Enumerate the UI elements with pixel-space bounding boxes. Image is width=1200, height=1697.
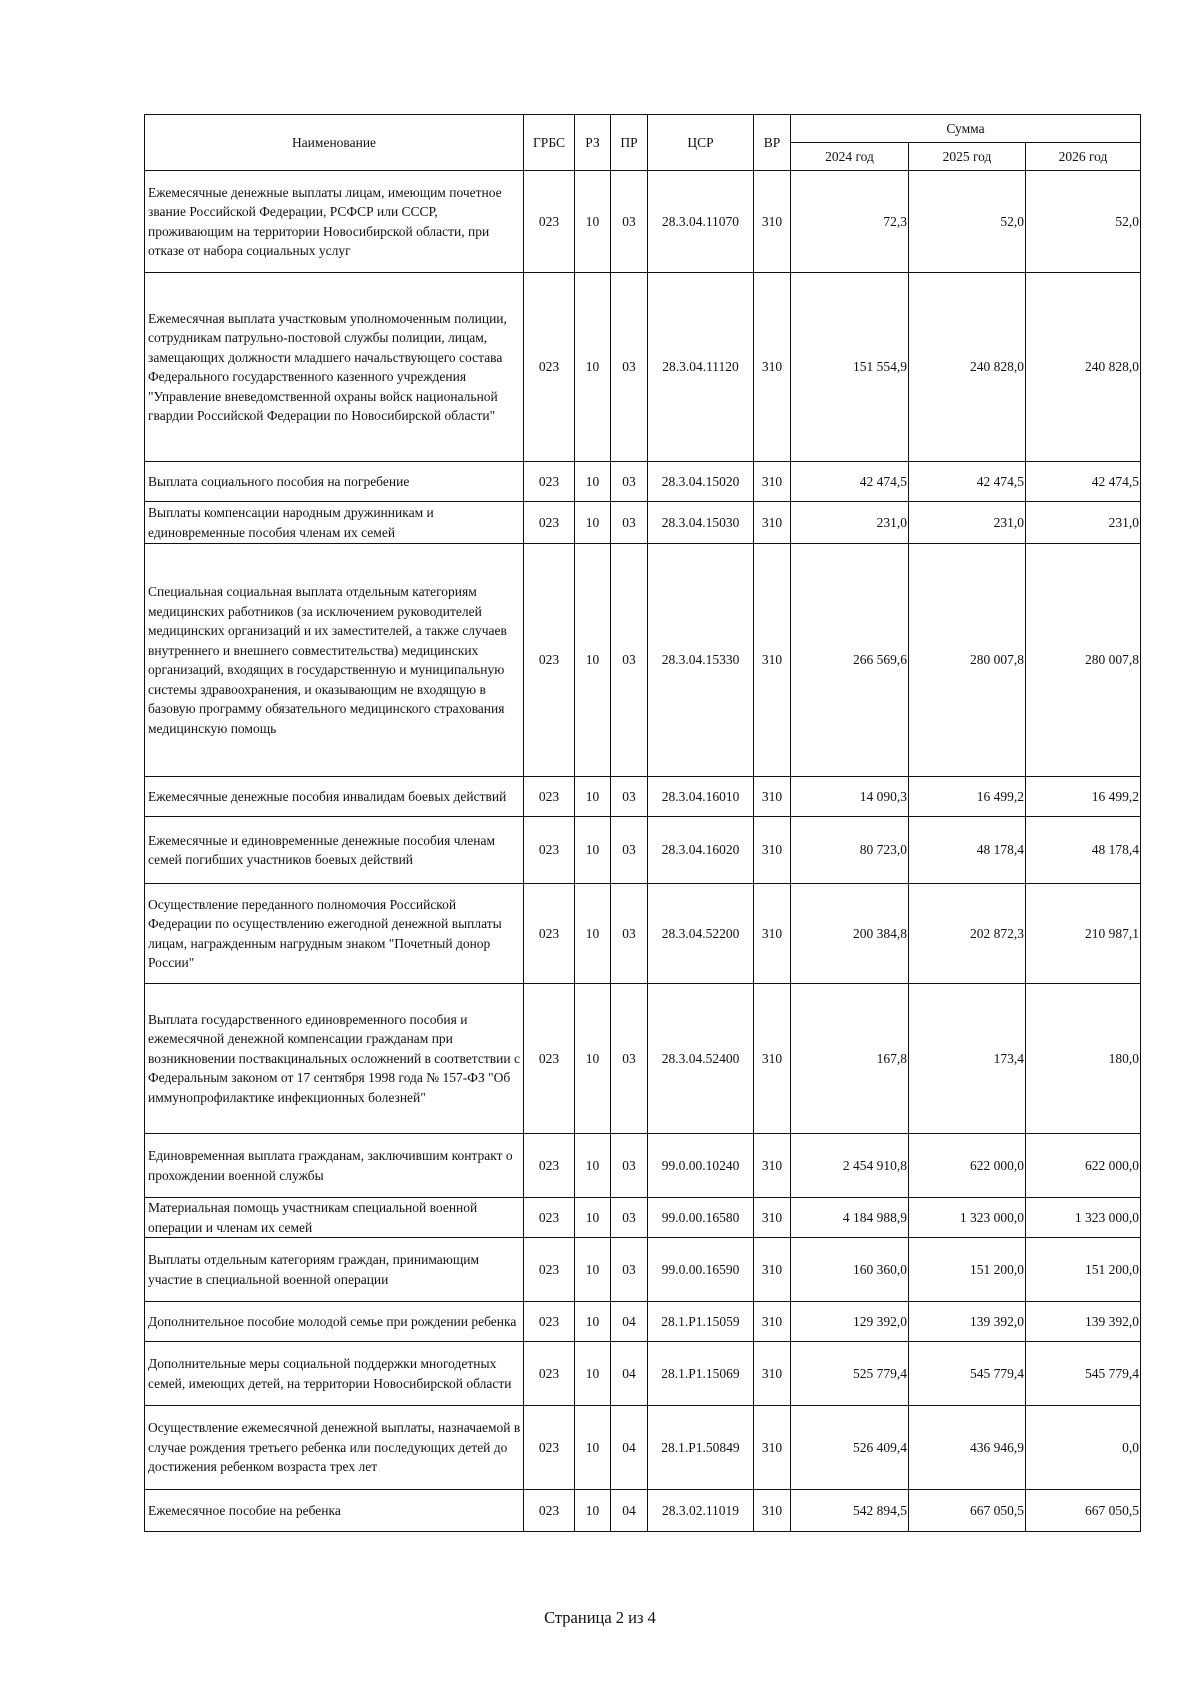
row-rz: 10	[575, 1134, 611, 1198]
row-grbs: 023	[524, 1302, 575, 1342]
header-csr: ЦСР	[648, 115, 754, 171]
row-name: Выплата социального пособия на погребение	[145, 462, 524, 502]
row-grbs: 023	[524, 1198, 575, 1238]
table-body	[145, 171, 1141, 1532]
row-amount-2025: 280 007,8	[909, 544, 1026, 777]
row-name: Дополнительное пособие молодой семье при рождении ребенка	[145, 1302, 524, 1342]
row-pr: 04	[611, 1302, 648, 1342]
row-amount-2024: 129 392,0	[791, 1302, 909, 1342]
row-name: Единовременная выплата гражданам, заключившим контракт о прохождении военной службы	[145, 1134, 524, 1198]
row-amount-2026: 210 987,1	[1026, 884, 1141, 984]
row-amount-2024: 80 723,0	[791, 817, 909, 884]
row-amount-2024: 200 384,8	[791, 884, 909, 984]
table-row	[145, 502, 1141, 544]
row-amount-2025: 48 178,4	[909, 817, 1026, 884]
row-amount-2024: 14 090,3	[791, 777, 909, 817]
table-row	[145, 1302, 1141, 1342]
table-header	[145, 115, 1141, 171]
row-amount-2025: 1 323 000,0	[909, 1198, 1026, 1238]
row-name: Выплата государственного единовременного пособия и ежемесячной денежной компенсации гражданам при возникновении поствакцинальных осложнений в соответствии с Федеральным законом от 17 сентября 1998 года № 157-ФЗ "Об иммунопрофилактике инфекционных болезней"	[145, 984, 524, 1134]
row-pr: 03	[611, 1238, 648, 1302]
row-vr: 310	[754, 462, 791, 502]
header-grbs: ГРБС	[524, 115, 575, 171]
row-amount-2026: 52,0	[1026, 171, 1141, 273]
row-amount-2024: 231,0	[791, 502, 909, 544]
row-csr: 99.0.00.10240	[648, 1134, 754, 1198]
row-grbs: 023	[524, 777, 575, 817]
row-amount-2025: 139 392,0	[909, 1302, 1026, 1342]
row-amount-2025: 42 474,5	[909, 462, 1026, 502]
row-pr: 03	[611, 273, 648, 462]
row-amount-2024: 525 779,4	[791, 1342, 909, 1406]
row-csr: 28.3.04.11070	[648, 171, 754, 273]
row-amount-2026: 151 200,0	[1026, 1238, 1141, 1302]
row-vr: 310	[754, 817, 791, 884]
row-amount-2026: 231,0	[1026, 502, 1141, 544]
page-number: Страница 2 из 4	[544, 1608, 656, 1627]
row-grbs: 023	[524, 1490, 575, 1532]
header-vr: ВР	[754, 115, 791, 171]
row-csr: 28.3.04.15020	[648, 462, 754, 502]
row-amount-2025: 545 779,4	[909, 1342, 1026, 1406]
row-pr: 03	[611, 544, 648, 777]
row-name: Материальная помощь участникам специальной военной операции и членам их семей	[145, 1198, 524, 1238]
row-amount-2025: 173,4	[909, 984, 1026, 1134]
row-amount-2024: 72,3	[791, 171, 909, 273]
row-amount-2024: 151 554,9	[791, 273, 909, 462]
row-amount-2024: 526 409,4	[791, 1406, 909, 1490]
row-amount-2026: 545 779,4	[1026, 1342, 1141, 1406]
table-row	[145, 544, 1141, 777]
row-grbs: 023	[524, 984, 575, 1134]
row-pr: 03	[611, 1198, 648, 1238]
row-amount-2026: 280 007,8	[1026, 544, 1141, 777]
header-2024: 2024 год	[791, 143, 909, 171]
row-rz: 10	[575, 502, 611, 544]
row-grbs: 023	[524, 1406, 575, 1490]
row-amount-2025: 16 499,2	[909, 777, 1026, 817]
header-pr: ПР	[611, 115, 648, 171]
row-vr: 310	[754, 1198, 791, 1238]
row-rz: 10	[575, 984, 611, 1134]
row-name: Ежемесячные и единовременные денежные пособия членам семей погибших участников боевых действий	[145, 817, 524, 884]
row-name: Осуществление ежемесячной денежной выплаты, назначаемой в случае рождения третьего ребенка или последующих детей до достижения ребенком возраста трех лет	[145, 1406, 524, 1490]
row-rz: 10	[575, 1342, 611, 1406]
row-amount-2024: 167,8	[791, 984, 909, 1134]
row-rz: 10	[575, 1490, 611, 1532]
row-csr: 28.3.02.11019	[648, 1490, 754, 1532]
row-vr: 310	[754, 502, 791, 544]
row-rz: 10	[575, 1238, 611, 1302]
header-name: Наименование	[145, 115, 524, 171]
row-name: Выплаты компенсации народным дружинникам и единовременные пособия членам их семей	[145, 502, 524, 544]
row-name: Ежемесячные денежные пособия инвалидам боевых действий	[145, 777, 524, 817]
row-csr: 28.3.04.16010	[648, 777, 754, 817]
row-amount-2026: 16 499,2	[1026, 777, 1141, 817]
row-vr: 310	[754, 1406, 791, 1490]
row-vr: 310	[754, 1342, 791, 1406]
row-csr: 28.3.04.15030	[648, 502, 754, 544]
row-vr: 310	[754, 1134, 791, 1198]
table-row	[145, 1490, 1141, 1532]
row-amount-2025: 52,0	[909, 171, 1026, 273]
row-name: Осуществление переданного полномочия Российской Федерации по осуществлению ежегодной денежной выплаты лицам, награжденным нагрудным знаком "Почетный донор России"	[145, 884, 524, 984]
row-pr: 03	[611, 817, 648, 884]
row-amount-2026: 48 178,4	[1026, 817, 1141, 884]
row-pr: 03	[611, 502, 648, 544]
row-amount-2025: 231,0	[909, 502, 1026, 544]
row-amount-2024: 4 184 988,9	[791, 1198, 909, 1238]
row-grbs: 023	[524, 817, 575, 884]
row-grbs: 023	[524, 462, 575, 502]
row-vr: 310	[754, 171, 791, 273]
header-2025: 2025 год	[909, 143, 1026, 171]
row-csr: 28.1.P1.15069	[648, 1342, 754, 1406]
row-csr: 28.3.04.15330	[648, 544, 754, 777]
budget-table	[144, 114, 1141, 1532]
row-rz: 10	[575, 1198, 611, 1238]
row-grbs: 023	[524, 273, 575, 462]
header-sum: Сумма	[791, 115, 1141, 143]
row-amount-2026: 1 323 000,0	[1026, 1198, 1141, 1238]
row-vr: 310	[754, 1490, 791, 1532]
row-vr: 310	[754, 884, 791, 984]
row-amount-2025: 622 000,0	[909, 1134, 1026, 1198]
row-rz: 10	[575, 884, 611, 984]
table-row	[145, 1406, 1141, 1490]
row-grbs: 023	[524, 544, 575, 777]
row-pr: 03	[611, 171, 648, 273]
row-pr: 03	[611, 462, 648, 502]
row-amount-2026: 139 392,0	[1026, 1302, 1141, 1342]
row-csr: 28.3.04.52400	[648, 984, 754, 1134]
table-row	[145, 1198, 1141, 1238]
row-pr: 03	[611, 1134, 648, 1198]
row-vr: 310	[754, 1238, 791, 1302]
table-row	[145, 1342, 1141, 1406]
row-rz: 10	[575, 462, 611, 502]
table-row	[145, 1238, 1141, 1302]
table-row	[145, 273, 1141, 462]
row-rz: 10	[575, 171, 611, 273]
row-grbs: 023	[524, 1342, 575, 1406]
row-amount-2026: 42 474,5	[1026, 462, 1141, 502]
row-vr: 310	[754, 984, 791, 1134]
table-row	[145, 817, 1141, 884]
table-row	[145, 462, 1141, 502]
row-vr: 310	[754, 1302, 791, 1342]
row-amount-2024: 266 569,6	[791, 544, 909, 777]
row-amount-2024: 542 894,5	[791, 1490, 909, 1532]
row-amount-2025: 667 050,5	[909, 1490, 1026, 1532]
row-amount-2026: 240 828,0	[1026, 273, 1141, 462]
row-pr: 04	[611, 1406, 648, 1490]
row-csr: 99.0.00.16580	[648, 1198, 754, 1238]
table-row	[145, 171, 1141, 273]
row-amount-2025: 240 828,0	[909, 273, 1026, 462]
row-rz: 10	[575, 1302, 611, 1342]
row-rz: 10	[575, 1406, 611, 1490]
row-vr: 310	[754, 544, 791, 777]
table-row	[145, 1134, 1141, 1198]
row-name: Ежемесячное пособие на ребенка	[145, 1490, 524, 1532]
row-name: Специальная социальная выплата отдельным категориям медицинских работников (за исключением руководителей медицинских организаций и их заместителей, а также случаев внутреннего и внешнего совместительства) медицинских организаций, входящих в государственную и муниципальную системы здравоохранения, и оказывающим не входящую в базовую программу обязательного медицинского страхования медицинскую помощь	[145, 544, 524, 777]
row-csr: 28.3.04.16020	[648, 817, 754, 884]
row-name: Ежемесячная выплата участковым уполномоченным полиции, сотрудникам патрульно-постовой службы полиции, лицам, замещающих должности младшего начальствующего состава Федерального государственного казенного учреждения "Управление вневедомственной охраны войск национальной гвардии Российской Федерации по Новосибирской области"	[145, 273, 524, 462]
row-pr: 04	[611, 1342, 648, 1406]
row-csr: 28.3.04.11120	[648, 273, 754, 462]
row-vr: 310	[754, 777, 791, 817]
row-amount-2026: 667 050,5	[1026, 1490, 1141, 1532]
row-name: Выплаты отдельным категориям граждан, принимающим участие в специальной военной операции	[145, 1238, 524, 1302]
row-grbs: 023	[524, 1134, 575, 1198]
table-row	[145, 984, 1141, 1134]
row-pr: 03	[611, 884, 648, 984]
table-row	[145, 884, 1141, 984]
row-amount-2026: 622 000,0	[1026, 1134, 1141, 1198]
row-name: Ежемесячные денежные выплаты лицам, имеющим почетное звание Российской Федерации, РСФСР или СССР, проживающим на территории Новосибирской области, при отказе от набора социальных услуг	[145, 171, 524, 273]
row-amount-2024: 42 474,5	[791, 462, 909, 502]
row-csr: 28.3.04.52200	[648, 884, 754, 984]
row-rz: 10	[575, 777, 611, 817]
row-csr: 99.0.00.16590	[648, 1238, 754, 1302]
row-amount-2025: 151 200,0	[909, 1238, 1026, 1302]
table-row	[145, 777, 1141, 817]
row-name: Дополнительные меры социальной поддержки многодетных семей, имеющих детей, на территории Новосибирской области	[145, 1342, 524, 1406]
row-amount-2025: 436 946,9	[909, 1406, 1026, 1490]
row-rz: 10	[575, 817, 611, 884]
row-csr: 28.1.P1.50849	[648, 1406, 754, 1490]
row-pr: 03	[611, 777, 648, 817]
row-amount-2024: 160 360,0	[791, 1238, 909, 1302]
header-2026: 2026 год	[1026, 143, 1141, 171]
row-amount-2026: 0,0	[1026, 1406, 1141, 1490]
row-amount-2025: 202 872,3	[909, 884, 1026, 984]
row-grbs: 023	[524, 1238, 575, 1302]
row-grbs: 023	[524, 171, 575, 273]
row-amount-2024: 2 454 910,8	[791, 1134, 909, 1198]
row-vr: 310	[754, 273, 791, 462]
header-rz: РЗ	[575, 115, 611, 171]
row-grbs: 023	[524, 884, 575, 984]
row-grbs: 023	[524, 502, 575, 544]
row-amount-2026: 180,0	[1026, 984, 1141, 1134]
row-csr: 28.1.P1.15059	[648, 1302, 754, 1342]
row-pr: 03	[611, 984, 648, 1134]
row-rz: 10	[575, 544, 611, 777]
row-pr: 04	[611, 1490, 648, 1532]
row-rz: 10	[575, 273, 611, 462]
